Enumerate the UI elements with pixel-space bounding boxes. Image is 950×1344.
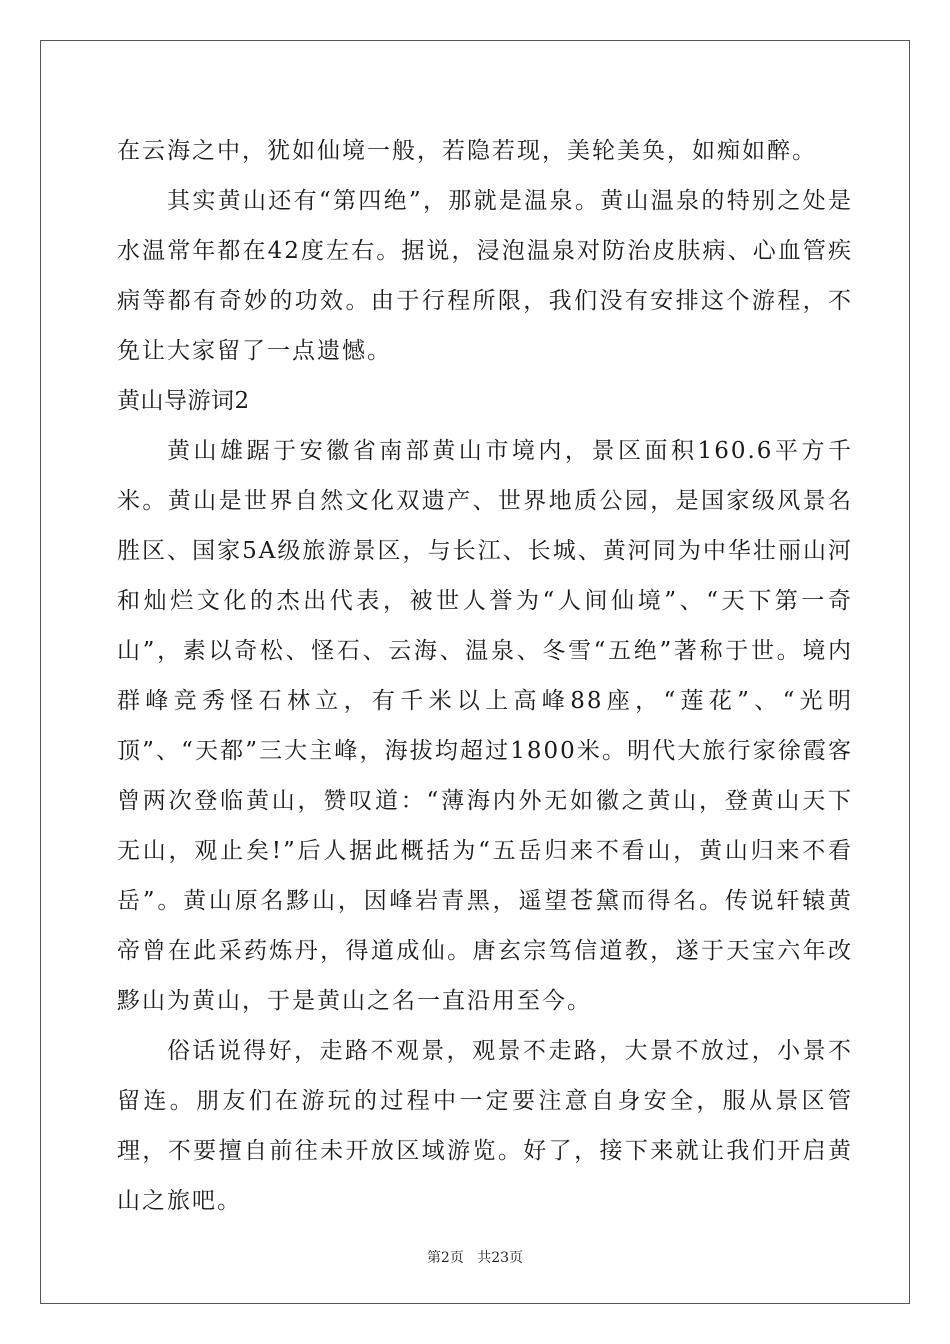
paragraph-closing: 俗话说得好，走路不观景，观景不走路，大景不放过，小景不留连。朋友们在游玩的过程中一定要注意自身安全，服从景区管理，不要擅自前往未开放区域游览。好了，接下来就让我们开启黄山之旅吧。: [117, 1038, 853, 1214]
paragraph-introduction: 黄山雄踞于安徽省南部黄山市境内，景区面积160.6平方千米。黄山是世界自然文化双遗产、世界地质公园，是国家级风景名胜区、国家5A级旅游景区，与长江、长城、黄河同为中华壮丽山河和灿烂文化的杰出代表，被世人誉为“人间仙境”、“天下第一奇山”，素以奇松、怪石、云海、温泉、冬雪“五绝”著称于世。境内群峰竞秀怪石林立，有千米以上高峰88座，“莲花”、“光明顶”、“天都”三大主峰，海拔均超过1800米。明代大旅行家徐霞客曾两次登临黄山，赞叹道：“薄海内外无如徽之黄山，登黄山天下无山，观止矣!”后人据此概括为“五岳归来不看山，黄山归来不看岳”。黄山原名黟山，因峰岩青黑，遥望苍黛而得名。传说轩辕黄帝曾在此采药炼丹，得道成仙。唐玄宗笃信道教，遂于天宝六年改黟山为黄山，于是黄山之名一直沿用至今。: [117, 438, 853, 1014]
paragraph-continuation: 在云海之中，犹如仙境一般，若隐若现，美轮美奂，如痴如醉。: [117, 138, 817, 164]
section-heading: 黄山导游词2: [117, 388, 250, 414]
page-number: 第2页: [426, 1250, 464, 1266]
page-total: 共23页: [477, 1250, 524, 1266]
page-footer: [0, 1247, 950, 1267]
document-body: [117, 126, 853, 1226]
paragraph-hot-spring: 其实黄山还有“第四绝”，那就是温泉。黄山温泉的特别之处是水温常年都在42度左右。据说，浸泡温泉对防治皮肤病、心血管疾病等都有奇妙的功效。由于行程所限，我们没有安排这个游程，不免让大家留了一点遗憾。: [117, 188, 853, 364]
